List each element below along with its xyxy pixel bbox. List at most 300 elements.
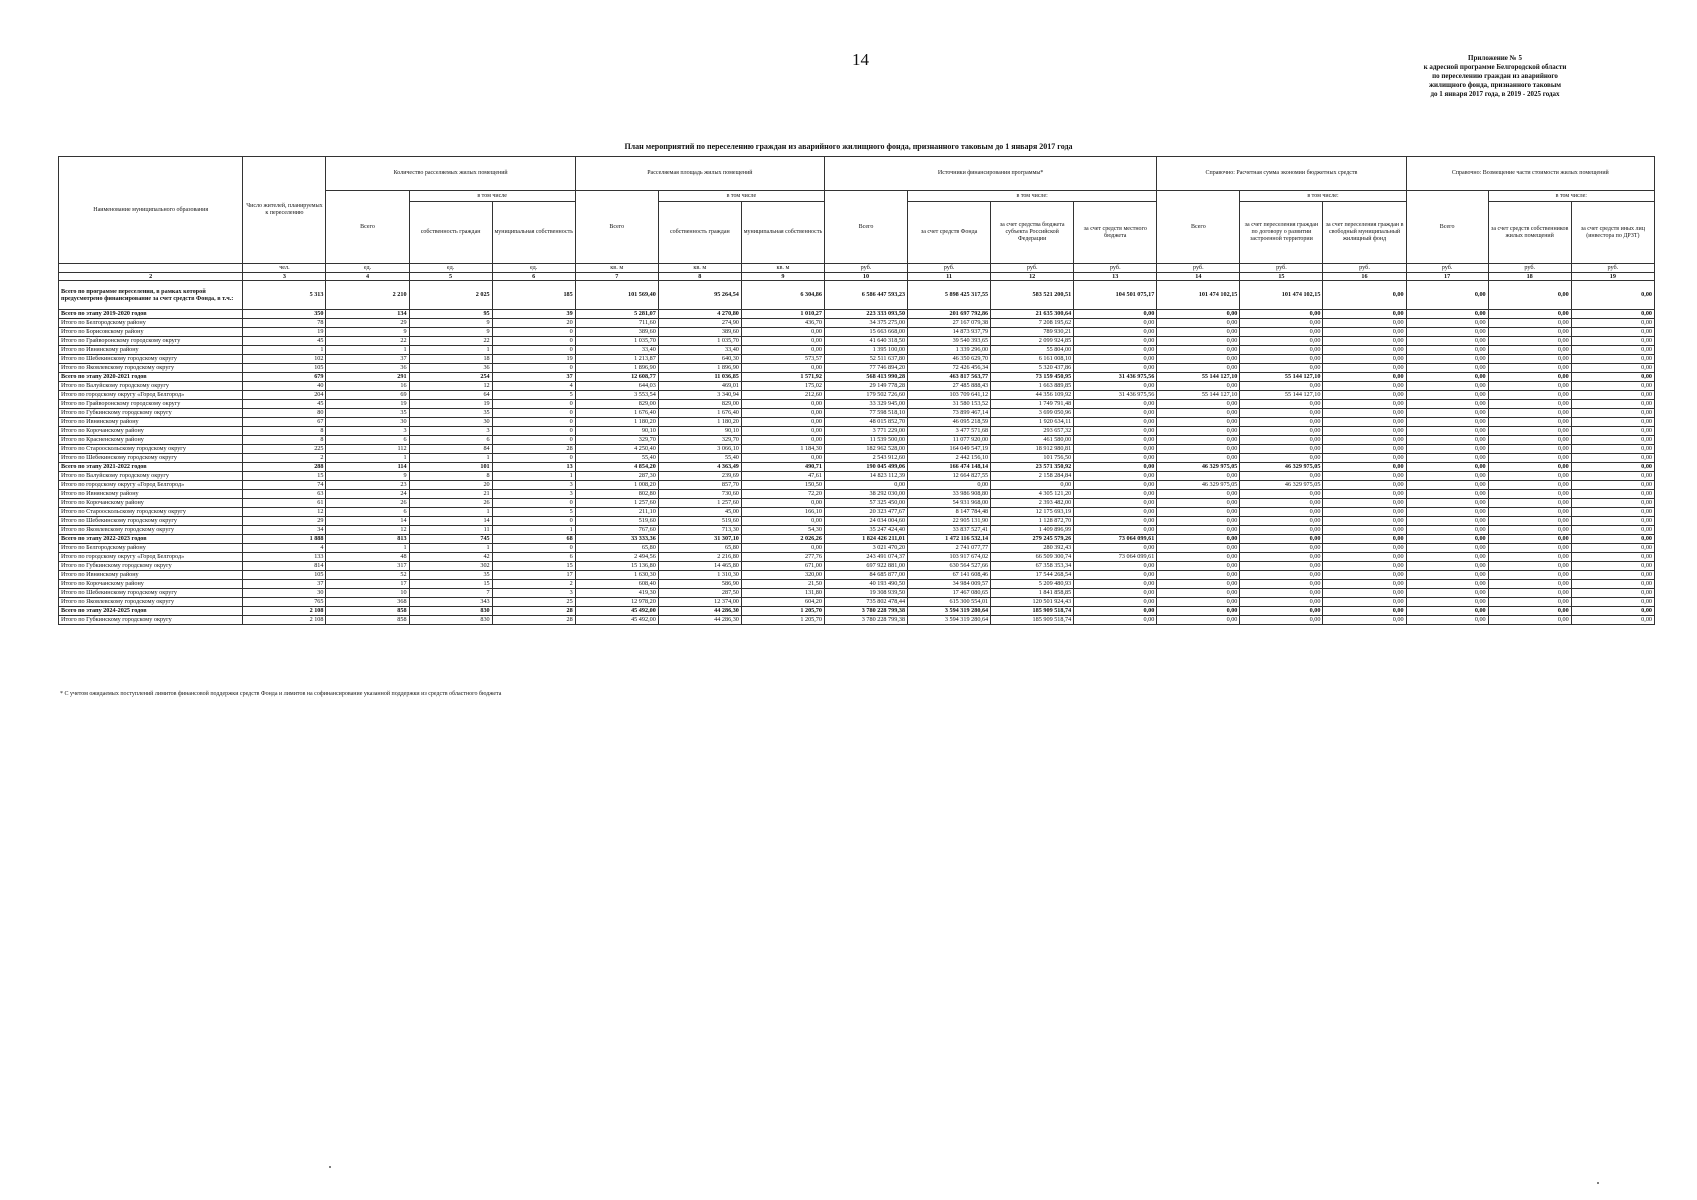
table-cell: 34 <box>243 526 326 535</box>
table-cell: 1 630,30 <box>575 571 658 580</box>
table-cell: 0,00 <box>1323 382 1406 391</box>
table-cell: 0,00 <box>1488 544 1571 553</box>
header-investor-funds: за счет средств иных лиц (инвестора по ДРЗТ) <box>1571 202 1654 264</box>
table-cell: 0,00 <box>1074 526 1157 535</box>
table-cell: 0,00 <box>1406 616 1488 625</box>
table-cell: 343 <box>409 598 492 607</box>
table-cell: 0,00 <box>1323 346 1406 355</box>
column-number: 10 <box>824 272 907 281</box>
table-cell: 77 598 518,10 <box>824 409 907 418</box>
table-cell: 2 741 077,77 <box>908 544 991 553</box>
table-cell: 21,50 <box>741 580 824 589</box>
table-cell: 239,69 <box>658 472 741 481</box>
table-cell: 0,00 <box>1323 580 1406 589</box>
table-cell: 35 <box>409 409 492 418</box>
table-cell: 12 <box>243 508 326 517</box>
table-cell: 2 158 284,84 <box>991 472 1074 481</box>
table-cell: 0,00 <box>1323 328 1406 337</box>
table-cell: 120 501 924,43 <box>991 598 1074 607</box>
table-cell: 0,00 <box>1157 616 1240 625</box>
table-cell: 0,00 <box>741 436 824 445</box>
municipality-row <box>59 355 1655 364</box>
table-cell: 573,57 <box>741 355 824 364</box>
table-cell: 519,60 <box>658 517 741 526</box>
table-cell: 15 136,80 <box>575 562 658 571</box>
table-cell: 0,00 <box>1323 607 1406 616</box>
units-cell: руб. <box>1571 264 1654 273</box>
header-regional-budget: за счет средства бюджета субъекта Российской Федерации <box>991 202 1074 264</box>
table-cell: 0,00 <box>1488 463 1571 472</box>
table-cell: 84 <box>409 445 492 454</box>
table-cell: 0,00 <box>1240 310 1323 319</box>
table-cell: 0,00 <box>1323 589 1406 598</box>
table-cell: 0,00 <box>741 544 824 553</box>
table-cell: 1 <box>326 346 409 355</box>
table-cell: 0,00 <box>1074 454 1157 463</box>
table-cell: 0,00 <box>1157 310 1240 319</box>
table-cell: 671,00 <box>741 562 824 571</box>
table-cell: 133 <box>243 553 326 562</box>
table-cell: 0,00 <box>1571 319 1654 328</box>
table-cell: 767,60 <box>575 526 658 535</box>
table-cell: 0,00 <box>1074 463 1157 472</box>
table-cell: 2 543 912,60 <box>824 454 907 463</box>
column-number: 16 <box>1323 272 1406 281</box>
table-cell: 15 <box>409 580 492 589</box>
table-cell: 21 635 300,64 <box>991 310 1074 319</box>
table-cell: 0,00 <box>1571 373 1654 382</box>
header-comp-total: Всего <box>1406 191 1488 264</box>
table-cell: 0 <box>492 499 575 508</box>
table-cell: 0,00 <box>1323 517 1406 526</box>
table-cell: 0,00 <box>1488 454 1571 463</box>
table-cell: 46 329 975,05 <box>1157 463 1240 472</box>
table-cell: 679 <box>243 373 326 382</box>
table-cell: 13 <box>492 463 575 472</box>
municipality-row <box>59 337 1655 346</box>
table-cell: 765 <box>243 598 326 607</box>
table-cell: 0,00 <box>1406 346 1488 355</box>
municipality-name: Итого по Старооскольскому городскому округу <box>59 508 243 517</box>
table-cell: 5 209 480,93 <box>991 580 1074 589</box>
table-cell: 3 <box>492 490 575 499</box>
appendix-line: по переселению граждан из аварийного <box>1432 72 1558 80</box>
table-cell: 0,00 <box>1240 355 1323 364</box>
column-number: 2 <box>59 272 243 281</box>
table-cell: 33 986 908,80 <box>908 490 991 499</box>
table-cell: 0,00 <box>1074 616 1157 625</box>
table-cell: 1 676,40 <box>575 409 658 418</box>
municipality-row <box>59 409 1655 418</box>
table-cell: 1 180,20 <box>575 418 658 427</box>
table-cell: 0,00 <box>1323 436 1406 445</box>
municipality-row <box>59 454 1655 463</box>
table-cell: 22 <box>326 337 409 346</box>
table-cell: 0,00 <box>741 346 824 355</box>
table-cell: 0,00 <box>1488 499 1571 508</box>
table-cell: 0,00 <box>1571 409 1654 418</box>
table-cell: 5 281,07 <box>575 310 658 319</box>
stage-label: Всего по этапу 2019-2020 годов <box>59 310 243 319</box>
units-cell: руб. <box>1406 264 1488 273</box>
table-cell: 65,80 <box>575 544 658 553</box>
table-cell: 0,00 <box>1406 571 1488 580</box>
table-cell: 45,00 <box>658 508 741 517</box>
table-cell: 0,00 <box>1406 454 1488 463</box>
table-cell: 67 358 353,34 <box>991 562 1074 571</box>
appendix-line: Приложение № 5 <box>1468 54 1522 62</box>
stage-label: Всего по этапу 2021-2022 годов <box>59 463 243 472</box>
table-cell: 0,00 <box>1406 499 1488 508</box>
table-cell: 101 569,40 <box>575 281 658 310</box>
table-cell: 0,00 <box>1157 400 1240 409</box>
table-cell: 789 930,21 <box>991 328 1074 337</box>
stage-label: Всего по этапу 2024-2025 годов <box>59 607 243 616</box>
table-cell: 0,00 <box>1406 580 1488 589</box>
units-cell: руб. <box>1240 264 1323 273</box>
table-cell: 0,00 <box>1406 391 1488 400</box>
table-cell: 0 <box>492 418 575 427</box>
table-cell: 54,30 <box>741 526 824 535</box>
table-cell: 730,60 <box>658 490 741 499</box>
table-cell: 0,00 <box>1488 526 1571 535</box>
table-cell: 287,50 <box>658 589 741 598</box>
table-cell: 67 141 608,46 <box>908 571 991 580</box>
table-cell: 0 <box>492 436 575 445</box>
table-cell: 14 <box>326 517 409 526</box>
table-cell: 858 <box>326 616 409 625</box>
table-cell: 33,40 <box>575 346 658 355</box>
table-cell: 225 <box>243 445 326 454</box>
table-cell: 0,00 <box>1571 562 1654 571</box>
municipality-name: Итого по Губкинскому городскому округу <box>59 562 243 571</box>
table-cell: 9 <box>326 472 409 481</box>
table-cell: 38 292 030,00 <box>824 490 907 499</box>
table-cell: 66 509 300,74 <box>991 553 1074 562</box>
table-cell: 830 <box>409 616 492 625</box>
table-cell: 0,00 <box>1571 400 1654 409</box>
municipality-row <box>59 490 1655 499</box>
units-cell: руб. <box>824 264 907 273</box>
municipality-row <box>59 598 1655 607</box>
table-cell: 389,60 <box>575 328 658 337</box>
table-cell: 0,00 <box>1571 382 1654 391</box>
column-number: 6 <box>492 272 575 281</box>
table-cell: 35 <box>326 409 409 418</box>
municipality-name: Итого по Валуйскому городскому округу <box>59 472 243 481</box>
table-cell: 0,00 <box>1157 571 1240 580</box>
table-cell: 0,00 <box>1323 310 1406 319</box>
stage-label: Всего по этапу 2022-2023 годов <box>59 535 243 544</box>
table-cell: 27 485 888,43 <box>908 382 991 391</box>
table-cell: 0,00 <box>1488 445 1571 454</box>
units-cell: ед. <box>409 264 492 273</box>
table-cell: 41 640 318,50 <box>824 337 907 346</box>
table-cell: 0,00 <box>1157 409 1240 418</box>
table-cell: 0,00 <box>1488 319 1571 328</box>
table-cell: 2 494,56 <box>575 553 658 562</box>
table-cell: 12 <box>409 382 492 391</box>
table-cell: 0,00 <box>1571 355 1654 364</box>
table-cell: 745 <box>409 535 492 544</box>
table-cell: 16 <box>326 382 409 391</box>
table-cell: 0,00 <box>1074 346 1157 355</box>
municipality-name: Итого по Белгородскому району <box>59 544 243 553</box>
municipality-name: Итого по Яковлевскому городскому округу <box>59 526 243 535</box>
municipality-name: Итого по Ивнянскому району <box>59 490 243 499</box>
table-cell: 0 <box>492 337 575 346</box>
table-cell: 31 580 153,52 <box>908 400 991 409</box>
table-cell: 17 467 080,65 <box>908 589 991 598</box>
municipality-row <box>59 544 1655 553</box>
municipality-name: Итого по городскому округу «Город Белгород» <box>59 391 243 400</box>
table-cell: 0,00 <box>1488 382 1571 391</box>
column-number: 11 <box>908 272 991 281</box>
table-cell: 223 333 093,50 <box>824 310 907 319</box>
table-cell: 55,40 <box>575 454 658 463</box>
table-cell: 0,00 <box>1323 508 1406 517</box>
units-cell: руб. <box>991 264 1074 273</box>
table-cell: 291 <box>326 373 409 382</box>
table-cell: 40 193 490,50 <box>824 580 907 589</box>
table-cell: 0,00 <box>1488 281 1571 310</box>
table-cell: 15 663 668,00 <box>824 328 907 337</box>
table-cell: 22 905 131,90 <box>908 517 991 526</box>
stage-total-row <box>59 535 1655 544</box>
table-cell: 1 008,20 <box>575 481 658 490</box>
table-cell: 33 329 945,00 <box>824 400 907 409</box>
table-cell: 0,00 <box>1323 400 1406 409</box>
table-cell: 0,00 <box>1323 544 1406 553</box>
table-cell: 114 <box>326 463 409 472</box>
table-cell: 44 286,30 <box>658 607 741 616</box>
table-cell: 29 <box>243 517 326 526</box>
table-cell: 1 257,60 <box>658 499 741 508</box>
table-cell: 0,00 <box>1406 373 1488 382</box>
table-cell: 0,00 <box>1157 364 1240 373</box>
table-cell: 0,00 <box>1157 526 1240 535</box>
units-cell: ед. <box>492 264 575 273</box>
table-cell: 90,10 <box>658 427 741 436</box>
table-cell: 9 <box>409 319 492 328</box>
municipality-name: Итого по Губкинскому городскому округу <box>59 616 243 625</box>
table-cell: 11 036,85 <box>658 373 741 382</box>
table-cell: 20 <box>409 481 492 490</box>
table-cell: 105 <box>243 364 326 373</box>
units-cell: руб. <box>1157 264 1240 273</box>
units-cell: руб. <box>908 264 991 273</box>
table-cell: 644,03 <box>575 382 658 391</box>
table-cell: 18 <box>409 355 492 364</box>
table-cell: 73 159 450,95 <box>991 373 1074 382</box>
table-cell: 0,00 <box>1157 454 1240 463</box>
table-cell: 697 922 881,00 <box>824 562 907 571</box>
table-cell: 4 270,80 <box>658 310 741 319</box>
table-cell: 1 010,27 <box>741 310 824 319</box>
municipality-row <box>59 400 1655 409</box>
table-cell: 33 837 527,41 <box>908 526 991 535</box>
table-cell: 1 205,70 <box>741 616 824 625</box>
table-cell: 490,71 <box>741 463 824 472</box>
column-number-row <box>59 272 1655 281</box>
table-cell: 1 <box>409 508 492 517</box>
resettlement-plan-table <box>58 156 1655 625</box>
table-cell: 45 492,00 <box>575 607 658 616</box>
table-cell: 73 064 099,61 <box>1074 553 1157 562</box>
table-cell: 103 917 674,02 <box>908 553 991 562</box>
table-cell: 74 <box>243 481 326 490</box>
table-cell: 0,00 <box>1406 427 1488 436</box>
table-cell: 55,40 <box>658 454 741 463</box>
table-cell: 3 477 571,68 <box>908 427 991 436</box>
table-cell: 0,00 <box>1323 598 1406 607</box>
table-cell: 164 049 547,19 <box>908 445 991 454</box>
stage-total-row <box>59 607 1655 616</box>
table-cell: 0,00 <box>1571 571 1654 580</box>
header-area-including: в том числе <box>658 191 824 202</box>
table-cell: 3 780 228 799,38 <box>824 607 907 616</box>
table-cell: 293 657,32 <box>991 427 1074 436</box>
table-cell: 0 <box>492 427 575 436</box>
table-cell: 4 854,20 <box>575 463 658 472</box>
table-cell: 0,00 <box>1240 544 1323 553</box>
table-cell: 0,00 <box>1406 553 1488 562</box>
table-cell: 0,00 <box>1323 490 1406 499</box>
table-cell: 0,00 <box>1406 463 1488 472</box>
table-cell: 0,00 <box>1157 544 1240 553</box>
table-cell: 1 <box>409 544 492 553</box>
table-cell: 3 771 229,00 <box>824 427 907 436</box>
table-cell: 6 <box>326 508 409 517</box>
municipality-row <box>59 328 1655 337</box>
table-cell: 4 305 121,20 <box>991 490 1074 499</box>
header-fund-source: за счет средств Фонда <box>908 202 991 264</box>
table-cell: 28 <box>492 607 575 616</box>
table-cell: 4 250,40 <box>575 445 658 454</box>
table-cell: 302 <box>409 562 492 571</box>
table-cell: 30 <box>243 589 326 598</box>
column-number: 5 <box>409 272 492 281</box>
table-cell: 2 442 156,10 <box>908 454 991 463</box>
table-cell: 0,00 <box>1488 616 1571 625</box>
table-cell: 0,00 <box>1406 508 1488 517</box>
table-cell: 28 <box>492 445 575 454</box>
table-cell: 6 161 008,10 <box>991 355 1074 364</box>
table-cell: 0,00 <box>1074 382 1157 391</box>
table-cell: 0 <box>492 517 575 526</box>
header-savings-including: в том числе: <box>1240 191 1406 202</box>
table-cell: 6 586 447 593,23 <box>824 281 907 310</box>
table-cell: 14 <box>409 517 492 526</box>
table-cell: 469,01 <box>658 382 741 391</box>
table-cell: 0,00 <box>1323 454 1406 463</box>
table-cell: 0,00 <box>1074 589 1157 598</box>
table-cell: 64 <box>409 391 492 400</box>
municipality-name: Итого по Шебекинскому городскому округу <box>59 517 243 526</box>
table-cell: 0 <box>492 364 575 373</box>
table-cell: 0,00 <box>1157 328 1240 337</box>
table-cell: 14 465,80 <box>658 562 741 571</box>
table-cell: 204 <box>243 391 326 400</box>
column-number: 14 <box>1157 272 1240 281</box>
table-cell: 0,00 <box>1406 526 1488 535</box>
table-cell: 14 823 112,39 <box>824 472 907 481</box>
table-cell: 2 <box>243 454 326 463</box>
table-cell: 735 802 478,44 <box>824 598 907 607</box>
table-cell: 65,80 <box>658 544 741 553</box>
table-cell: 0,00 <box>1488 508 1571 517</box>
table-cell: 0,00 <box>1406 535 1488 544</box>
table-cell: 0,00 <box>1240 436 1323 445</box>
table-cell: 0,00 <box>1488 562 1571 571</box>
table-cell: 3 <box>492 481 575 490</box>
table-cell: 0 <box>492 346 575 355</box>
table-cell: 30 <box>326 418 409 427</box>
table-cell: 31 436 975,56 <box>1074 373 1157 382</box>
table-cell: 19 <box>492 355 575 364</box>
table-cell: 104 501 075,17 <box>1074 281 1157 310</box>
table-cell: 3 553,54 <box>575 391 658 400</box>
column-number: 17 <box>1406 272 1488 281</box>
table-cell: 0,00 <box>1240 382 1323 391</box>
table-cell: 3 066,10 <box>658 445 741 454</box>
table-cell: 72 426 456,34 <box>908 364 991 373</box>
table-cell: 9 <box>326 328 409 337</box>
table-cell: 329,70 <box>658 436 741 445</box>
table-cell: 0,00 <box>1240 409 1323 418</box>
table-cell: 0,00 <box>1406 481 1488 490</box>
table-cell: 0 <box>492 409 575 418</box>
header-owners-funds: за счет средств собственников жилых помещений <box>1488 202 1571 264</box>
table-cell: 0,00 <box>1571 346 1654 355</box>
table-cell: 46 329 975,05 <box>1240 481 1323 490</box>
table-cell: 568 413 990,28 <box>824 373 907 382</box>
table-cell: 0,00 <box>1157 517 1240 526</box>
table-cell: 4 <box>243 544 326 553</box>
municipality-name: Итого по Ивнянскому району <box>59 418 243 427</box>
table-cell: 604,20 <box>741 598 824 607</box>
table-cell: 22 <box>409 337 492 346</box>
table-cell: 0,00 <box>1323 535 1406 544</box>
table-cell: 0 <box>492 454 575 463</box>
table-cell: 1 749 791,48 <box>991 400 1074 409</box>
table-cell: 0,00 <box>1074 580 1157 589</box>
table-cell: 23 571 350,92 <box>991 463 1074 472</box>
table-cell: 0,00 <box>1074 409 1157 418</box>
table-cell: 0,00 <box>1488 328 1571 337</box>
table-cell: 0,00 <box>1074 400 1157 409</box>
table-cell: 0 <box>492 400 575 409</box>
stage-total-row <box>59 373 1655 382</box>
units-cell: руб. <box>1323 264 1406 273</box>
table-cell: 1 <box>326 454 409 463</box>
table-cell: 179 502 726,60 <box>824 391 907 400</box>
table-cell: 11 539 500,00 <box>824 436 907 445</box>
table-cell: 12 374,00 <box>658 598 741 607</box>
table-cell: 55 144 127,10 <box>1157 373 1240 382</box>
table-cell: 0,00 <box>1488 598 1571 607</box>
table-cell: 0,00 <box>1323 571 1406 580</box>
table-cell: 0,00 <box>1240 346 1323 355</box>
table-cell: 33 333,36 <box>575 535 658 544</box>
table-cell: 63 <box>243 490 326 499</box>
table-cell: 0,00 <box>1488 310 1571 319</box>
table-cell: 31 436 975,56 <box>1074 391 1157 400</box>
table-cell: 0 <box>492 328 575 337</box>
column-number: 13 <box>1074 272 1157 281</box>
municipality-name: Итого по Красненскому району <box>59 436 243 445</box>
table-cell: 0,00 <box>1406 355 1488 364</box>
